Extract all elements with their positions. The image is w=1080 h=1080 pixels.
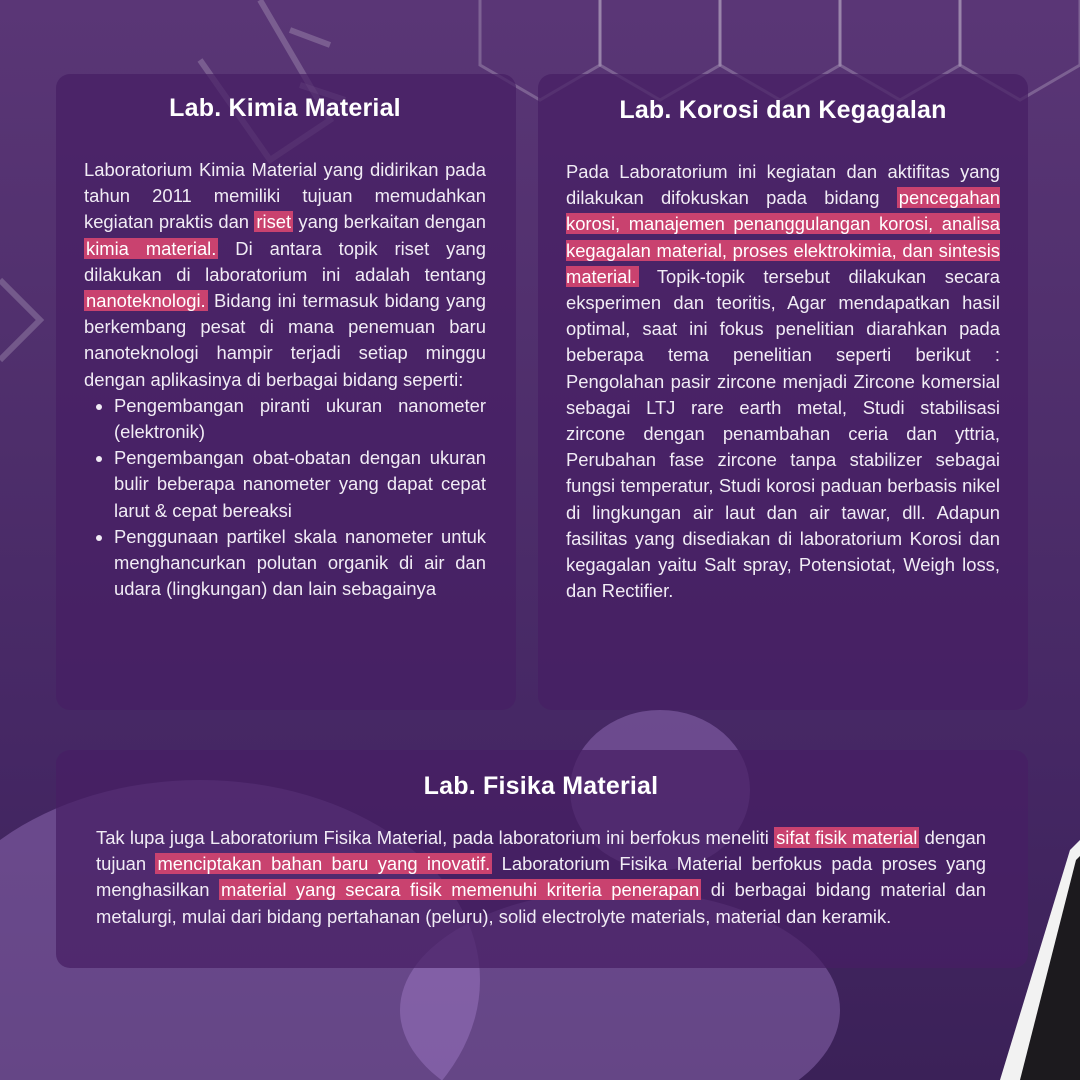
text-segment: yang berkaitan dengan <box>293 211 486 233</box>
text-segment: Laboratorium Fisika Material berfokus pada proses yang menghasilkan <box>96 853 986 901</box>
highlight-kimia-material: kimia material. <box>86 237 217 259</box>
text-segment: dengan tujuan <box>96 827 987 875</box>
lab-korosi-panel <box>538 74 1028 710</box>
text-segment: Pada Laboratorium ini kegiatan dan aktifitas yang dilakukan difokuskan pada bidang <box>566 161 1000 209</box>
highlight-korosi-topics: pencegahan korosi, manajemen penanggulangan korosi, analisa kegagalan material, proses elektrokimia, dan sintesis material. <box>566 187 1000 287</box>
lab-korosi-title: Lab. Korosi dan Kegagalan <box>619 96 947 124</box>
text-segment: Bidang ini termasuk bidang yang berkembang pesat di mana penemuan baru nanoteknologi hampir terjadi setiap minggu dengan aplikasinya di berbagai bidang seperti: <box>84 290 486 390</box>
highlight-nanoteknologi: nanoteknologi. <box>86 290 206 312</box>
lab-fisika-description <box>96 825 986 930</box>
application-list <box>84 393 486 603</box>
highlight-kriteria: material yang secara fisik memenuhi kriteria penerapan <box>221 879 700 901</box>
list-item: • Pengembangan piranti ukuran nanometer (elektronik) <box>114 393 486 445</box>
lab-kimia-description <box>84 157 486 602</box>
text-segment: di berbagai bidang material dan metalurgi, mulai dari bidang pertahanan (peluru), solid electrolyte materials, material dan keramik. <box>96 879 987 927</box>
text-segment: Topik-topik tersebut dilakukan secara eksperimen dan teoritis, Agar mendapatkan hasil optimal, saat ini fokus penelitian diarahkan pada beberapa tema penelitian seperti berikut : Pengolahan pasir zircone menjadi Zircone komersial sebagai LTJ rare earth metal, Studi stabilisasi zircone dengan penambahan ceria dan yttria, Perubahan fase zircone tanpa stabilizer sebagai fungsi temperatur, Studi korosi paduan berbasis nikel di lingkungan air laut dan air tawar, dll. Adapun fasilitas yang disediakan di laboratorium Korosi dan kegagalan yaitu Salt spray, Potensiotat, Weigh loss, dan Rectifier. <box>566 265 1000 602</box>
list-item: • Pengembangan obat-obatan dengan ukuran bulir beberapa nanometer yang dapat cepat larut & cepat bereaksi <box>114 445 486 524</box>
highlight-riset: riset <box>256 211 292 233</box>
list-item: • Penggunaan partikel skala nanometer untuk menghancurkan polutan organik di air dan udara (lingkungan) dan lain sebagainya <box>114 524 486 603</box>
lab-fisika-panel <box>56 750 1028 968</box>
text-segment: Tak lupa juga Laboratorium Fisika Material, pada laboratorium ini berfokus meneliti <box>96 827 775 848</box>
lab-kimia-panel <box>56 74 516 710</box>
text-segment: Laboratorium Kimia Material yang didirikan pada tahun 2011 memiliki tujuan memudahkan kegiatan praktis dan <box>84 159 486 233</box>
lab-fisika-title: Lab. Fisika Material <box>423 772 659 800</box>
highlight-bahan-baru: menciptakan bahan baru yang inovatif. <box>157 853 491 875</box>
text-segment: Di antara topik riset yang dilakukan di laboratorium ini adalah tentang <box>84 237 487 285</box>
lab-kimia-title: Lab. Kimia Material <box>169 94 401 122</box>
lab-korosi-description <box>566 159 1000 604</box>
highlight-sifat-fisik: sifat fisik material <box>776 827 918 848</box>
